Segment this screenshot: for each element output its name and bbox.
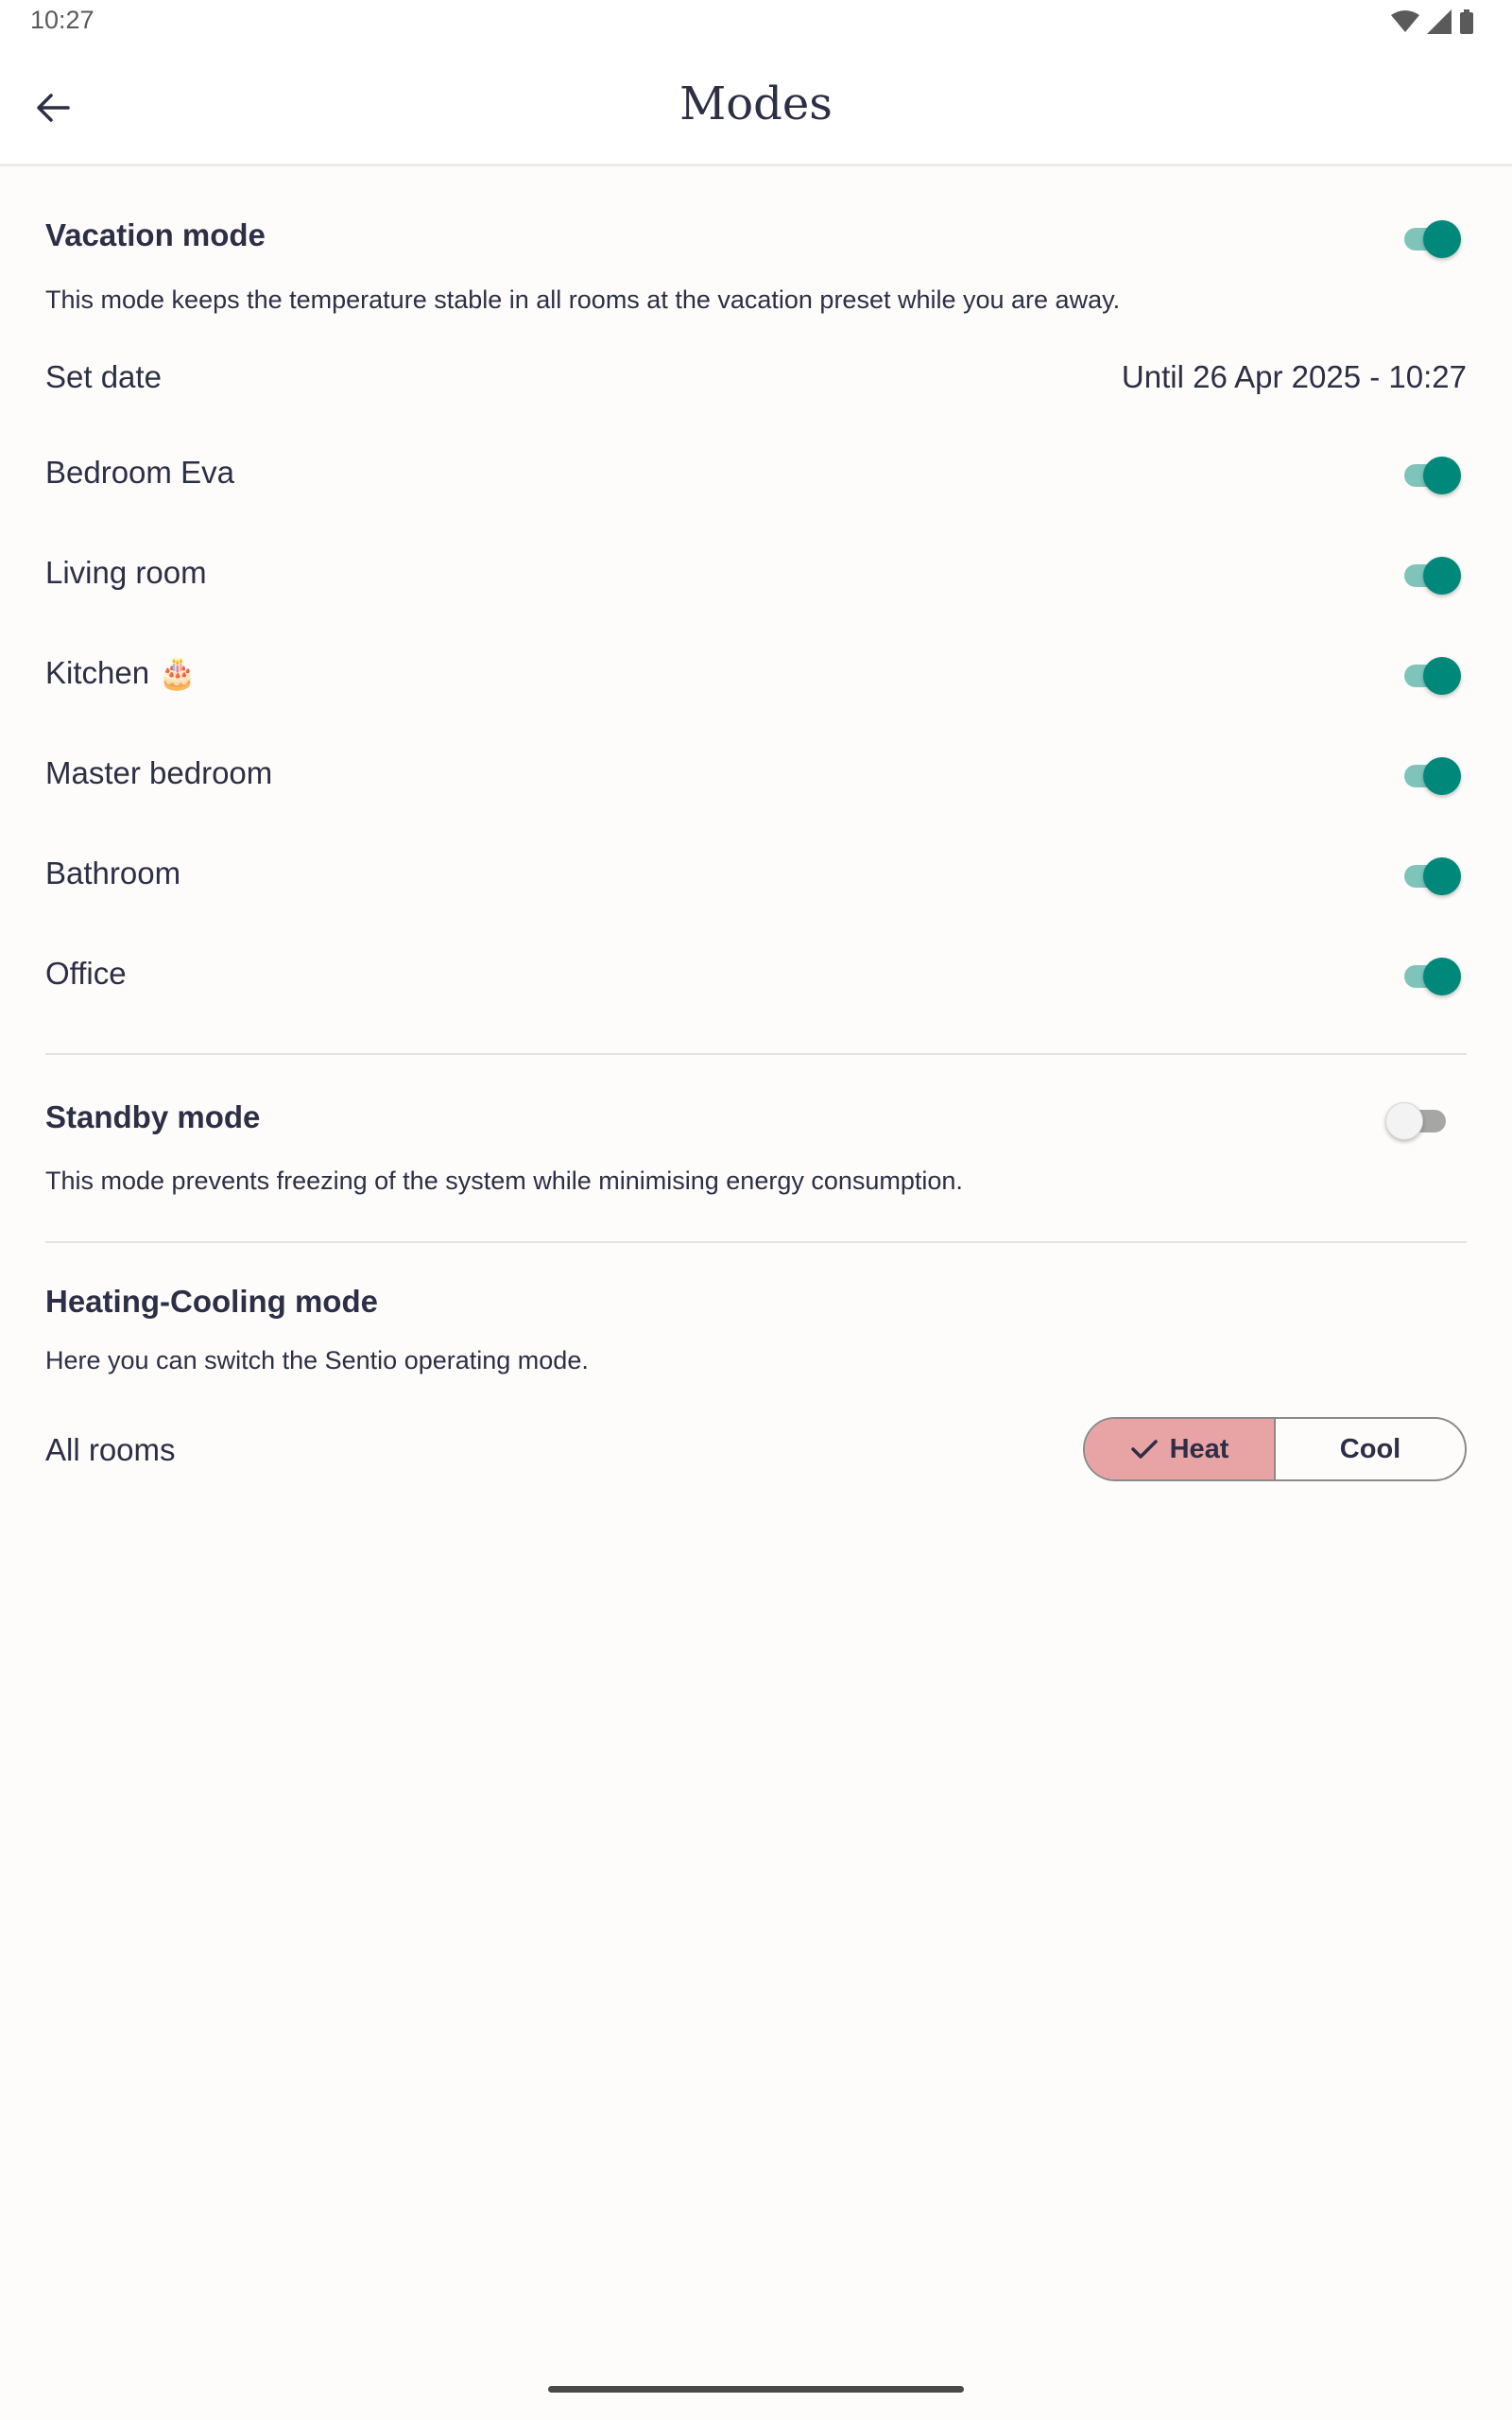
standby-mode-title: Standby mode — [45, 1099, 261, 1134]
vacation-mode-toggle[interactable] — [1399, 217, 1461, 255]
room-toggle-bedroom-eva[interactable] — [1399, 454, 1461, 492]
status-time: 10:27 — [30, 6, 94, 34]
cool-option-button[interactable] — [1274, 1419, 1465, 1479]
room-label-living-room: Living room — [45, 555, 207, 590]
heat-option-button[interactable] — [1085, 1419, 1274, 1479]
toggle-thumb — [1423, 757, 1461, 795]
heating-cooling-mode-description: Here you can switch the Sentio operating mode. — [45, 1346, 589, 1374]
heat-cool-segmented-control — [1083, 1417, 1467, 1481]
toggle-thumb — [1423, 958, 1461, 995]
all-rooms-label: All rooms — [45, 1432, 176, 1467]
room-label-master-bedroom: Master bedroom — [45, 755, 273, 790]
signal-icon — [1427, 9, 1452, 34]
standby-mode-toggle[interactable] — [1385, 1099, 1448, 1137]
standby-mode-description: This mode prevents freezing of the system while minimising energy consumption. — [45, 1167, 963, 1195]
room-label-office: Office — [45, 956, 127, 991]
toggle-thumb — [1423, 220, 1461, 258]
battery-icon — [1459, 9, 1474, 34]
room-label-bedroom-eva: Bedroom Eva — [45, 455, 234, 490]
vacation-mode-description: This mode keeps the temperature stable in all rooms at the vacation preset while you are away. — [45, 285, 1121, 314]
page-title: Modes — [679, 78, 833, 130]
toggle-thumb — [1423, 657, 1461, 695]
room-toggle-kitchen[interactable] — [1399, 654, 1461, 692]
vacation-mode-title: Vacation mode — [45, 217, 266, 252]
home-indicator[interactable] — [548, 2386, 964, 2393]
set-date-value[interactable]: Until 26 Apr 2025 - 10:27 — [1121, 359, 1467, 394]
room-toggle-living-room[interactable] — [1399, 554, 1461, 592]
room-toggle-bathroom[interactable] — [1399, 855, 1461, 892]
app-bar — [0, 45, 1512, 166]
status-icons — [1391, 9, 1474, 34]
toggle-thumb — [1423, 857, 1461, 895]
toggle-thumb — [1385, 1102, 1423, 1140]
divider — [45, 1241, 1467, 1243]
set-date-label: Set date — [45, 359, 162, 394]
room-label-kitchen: Kitchen 🎂 — [45, 655, 198, 690]
divider — [45, 1053, 1467, 1055]
room-toggle-master-bedroom[interactable] — [1399, 754, 1461, 792]
toggle-thumb — [1423, 557, 1461, 595]
room-toggle-office[interactable] — [1399, 955, 1461, 993]
status-bar — [0, 0, 1512, 45]
check-icon — [1130, 1438, 1159, 1461]
heat-option-label: Heat — [1169, 1433, 1229, 1464]
wifi-icon — [1391, 10, 1419, 33]
toggle-thumb — [1423, 457, 1461, 494]
room-label-bathroom: Bathroom — [45, 856, 181, 890]
cool-option-label: Cool — [1339, 1433, 1401, 1464]
heating-cooling-mode-title: Heating-Cooling mode — [45, 1284, 378, 1319]
